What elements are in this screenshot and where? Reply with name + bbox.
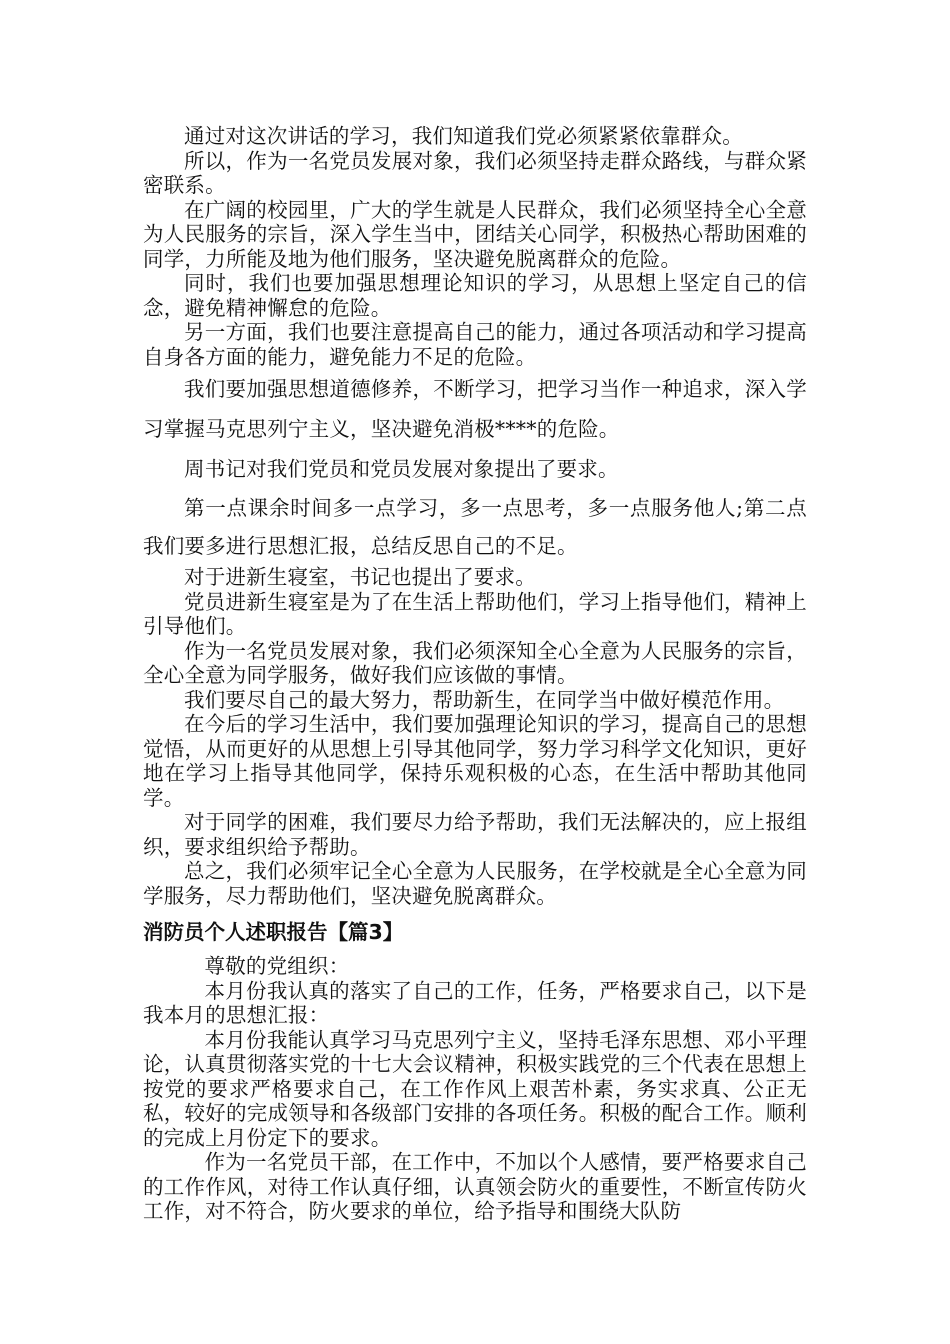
paragraph: 本月份我能认真学习马克思列宁主义，坚持毛泽东思想、邓小平理论，认真贯彻落实党的十七大会议精神，积极实践党的三个代表在思想上按党的要求严格要求自己，在工作作风上艰苦朴素，务实求真、公正无私，较好的完成领导和各级部门安排的各项任务。积极的配合工作。顺利的完成上月份定下的要求。 xyxy=(143,1027,807,1150)
paragraph: 另一方面，我们也要注意提高自己的能力，通过各项活动和学习提高自身各方面的能力，避免能力不足的危险。 xyxy=(143,320,807,369)
paragraph: 周书记对我们党员和党员发展对象提出了要求。 xyxy=(184,457,619,481)
paragraph: 总之，我们必须牢记全心全意为人民服务，在学校就是全心全意为同学服务，尽力帮助他们，坚决避免脱离群众。 xyxy=(143,859,807,908)
paragraph: 对于同学的困难，我们要尽力给予帮助，我们无法解决的，应上报组织，要求组织给予帮助。 xyxy=(143,810,807,859)
paragraph: 本月份我认真的落实了自己的工作，任务，严格要求自己，以下是我本月的思想汇报： xyxy=(143,978,807,1027)
paragraph: 党员进新生寝室是为了在生活上帮助他们，学习上指导他们，精神上引导他们。 xyxy=(143,589,807,638)
document-body xyxy=(143,124,807,1224)
paragraph: 我们要加强思想道德修养，不断学习，把学习当作一种追求，深入学习掌握马克思列宁主义，坚决避免消极****的危险。 xyxy=(143,377,807,441)
salutation: 尊敬的党组织： xyxy=(204,954,350,978)
paragraph: 在今后的学习生活中，我们要加强理论知识的学习，提高自己的思想觉悟，从而更好的从思想上引导其他同学，努力学习科学文化知识，更好地在学习上指导其他同学，保持乐观积极的心态，在生活中帮助其他同学。 xyxy=(143,712,807,810)
section-3 xyxy=(143,954,807,1224)
paragraph: 对于进新生寝室，书记也提出了要求。 xyxy=(184,565,536,589)
paragraph: 在广阔的校园里，广大的学生就是人民群众，我们必须坚持全心全意为人民服务的宗旨，深入学生当中，团结关心同学，积极热心帮助困难的同学，力所能及地为他们服务，坚决避免脱离群众的危险。 xyxy=(143,197,807,271)
paragraph: 作为一名党员干部，在工作中，不加以个人感情，要严格要求自己的工作作风，对待工作认真仔细，认真领会防火的重要性，不断宣传防火工作，对不符合，防火要求的单位，给予指导和围绕大队防 xyxy=(143,1150,807,1223)
paragraph: 我们要尽自己的最大努力，帮助新生，在同学当中做好模范作用。 xyxy=(184,687,785,712)
paragraph: 所以，作为一名党员发展对象，我们必须坚持走群众路线，与群众紧密联系。 xyxy=(143,148,807,197)
paragraph: 第一点课余时间多一点学习，多一点思考，多一点服务他人;第二点我们要多进行思想汇报，总结反思自己的不足。 xyxy=(143,496,807,558)
paragraph: 作为一名党员发展对象，我们必须深知全心全意为人民服务的宗旨，全心全意为同学服务，做好我们应该做的事情。 xyxy=(143,638,807,687)
paragraph: 通过对这次讲话的学习，我们知道我们党必须紧紧依靠群众。 xyxy=(184,124,743,148)
previous-section xyxy=(143,124,807,908)
paragraph: 同时，我们也要加强思想理论知识的学习，从思想上坚定自己的信念，避免精神懈怠的危险。 xyxy=(143,271,807,320)
section-heading: 消防员个人述职报告【篇3】 xyxy=(143,920,404,944)
